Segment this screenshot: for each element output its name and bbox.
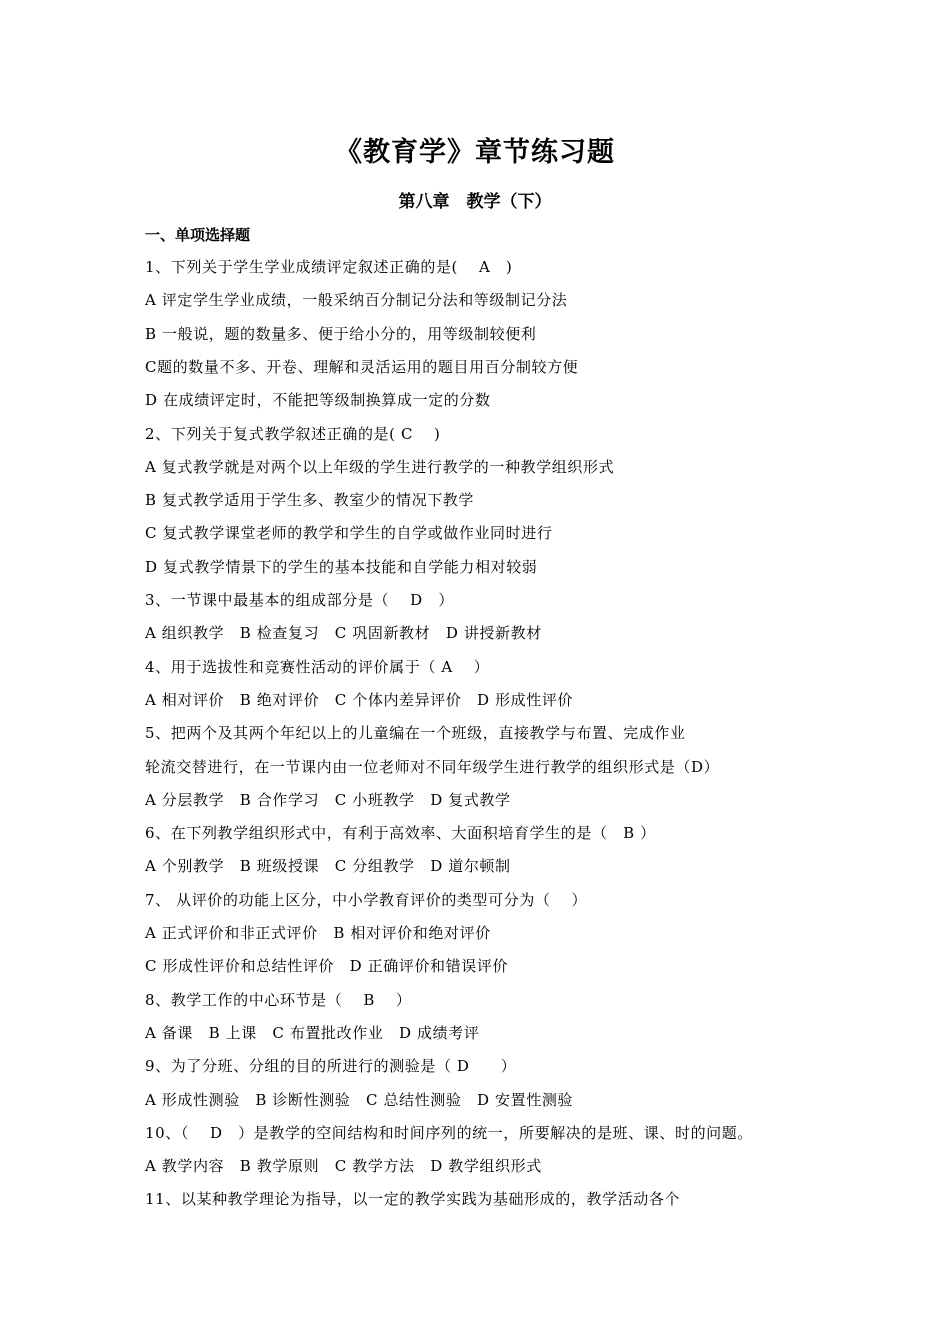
question-line: B 复式教学适用于学生多、教室少的情况下教学 <box>145 491 474 510</box>
question-line: C题的数量不多、开卷、理解和灵活运用的题目用百分制较方便 <box>145 357 579 376</box>
question-line: D 在成绩评定时，不能把等级制换算成一定的分数 <box>145 391 491 410</box>
question-line: 2、下列关于复式教学叙述正确的是( C ) <box>145 424 441 443</box>
question-line: C 形成性评价和总结性评价 D 正确评价和错误评价 <box>145 957 509 976</box>
question-line: 4、用于选拔性和竞赛性活动的评价属于（ A ） <box>145 657 490 676</box>
question-line: A 复式教学就是对两个以上年级的学生进行教学的一种教学组织形式 <box>145 457 615 476</box>
question-line: A 形成性测验 B 诊断性测验 C 总结性测验 D 安置性测验 <box>145 1090 574 1109</box>
question-line: 7、 从评价的功能上区分，中小学教育评价的类型可分为（ ） <box>145 890 588 909</box>
document-title: 《教育学》章节练习题 <box>335 137 615 168</box>
question-line: 1、下列关于学生学业成绩评定叙述正确的是( A ) <box>145 258 513 276</box>
question-line: A 教学内容 B 教学原则 C 教学方法 D 教学组织形式 <box>145 1157 542 1176</box>
question-line: A 组织教学 B 检查复习 C 巩固新教材 D 讲授新教材 <box>145 624 542 643</box>
question-line: 9、为了分班、分组的目的所进行的测验是（ D ） <box>145 1057 517 1076</box>
question-line: A 相对评价 B 绝对评价 C 个体内差异评价 D 形成性评价 <box>145 690 574 709</box>
question-line: 轮流交替进行，在一节课内由一位老师对不同年级学生进行教学的组织形式是（D） <box>145 757 720 776</box>
question-line: D 复式教学情景下的学生的基本技能和自学能力相对较弱 <box>145 557 538 576</box>
question-line: 5、把两个及其两个年纪以上的儿童编在一个班级，直接教学与布置、完成作业 <box>145 724 686 743</box>
chapter-heading: 第八章 教学（下） <box>398 192 552 212</box>
question-line: C 复式教学课堂老师的教学和学生的自学或做作业同时进行 <box>145 524 553 543</box>
question-line: A 备课 B 上课 C 布置批改作业 D 成绩考评 <box>145 1023 480 1042</box>
question-line: A 评定学生学业成绩，一般采纳百分制记分法和等级制记分法 <box>145 291 568 310</box>
question-line: B 一般说，题的数量多、便于给小分的，用等级制较便利 <box>145 324 537 343</box>
section-heading: 一、单项选择题 <box>145 226 251 244</box>
question-line: A 正式评价和非正式评价 B 相对评价和绝对评价 <box>145 924 491 942</box>
question-line: A 个别教学 B 班级授课 C 分组教学 D 道尔顿制 <box>145 857 511 876</box>
question-line: 6、在下列教学组织形式中，有利于高效率、大面积培育学生的是（ B ） <box>145 824 656 843</box>
question-line: 11、以某种教学理论为指导，以一定的教学实践为基础形成的，教学活动各个 <box>145 1190 681 1209</box>
question-line: A 分层教学 B 合作学习 C 小班教学 D 复式教学 <box>145 790 511 809</box>
question-line: 8、教学工作的中心环节是（ B ） <box>145 990 412 1009</box>
question-line: 3、一节课中最基本的组成部分是（ D ） <box>145 591 454 609</box>
question-line: 10、（ D ）是教学的空间结构和时间序列的统一，所要解决的是班、课、时的问题。 <box>145 1123 753 1142</box>
